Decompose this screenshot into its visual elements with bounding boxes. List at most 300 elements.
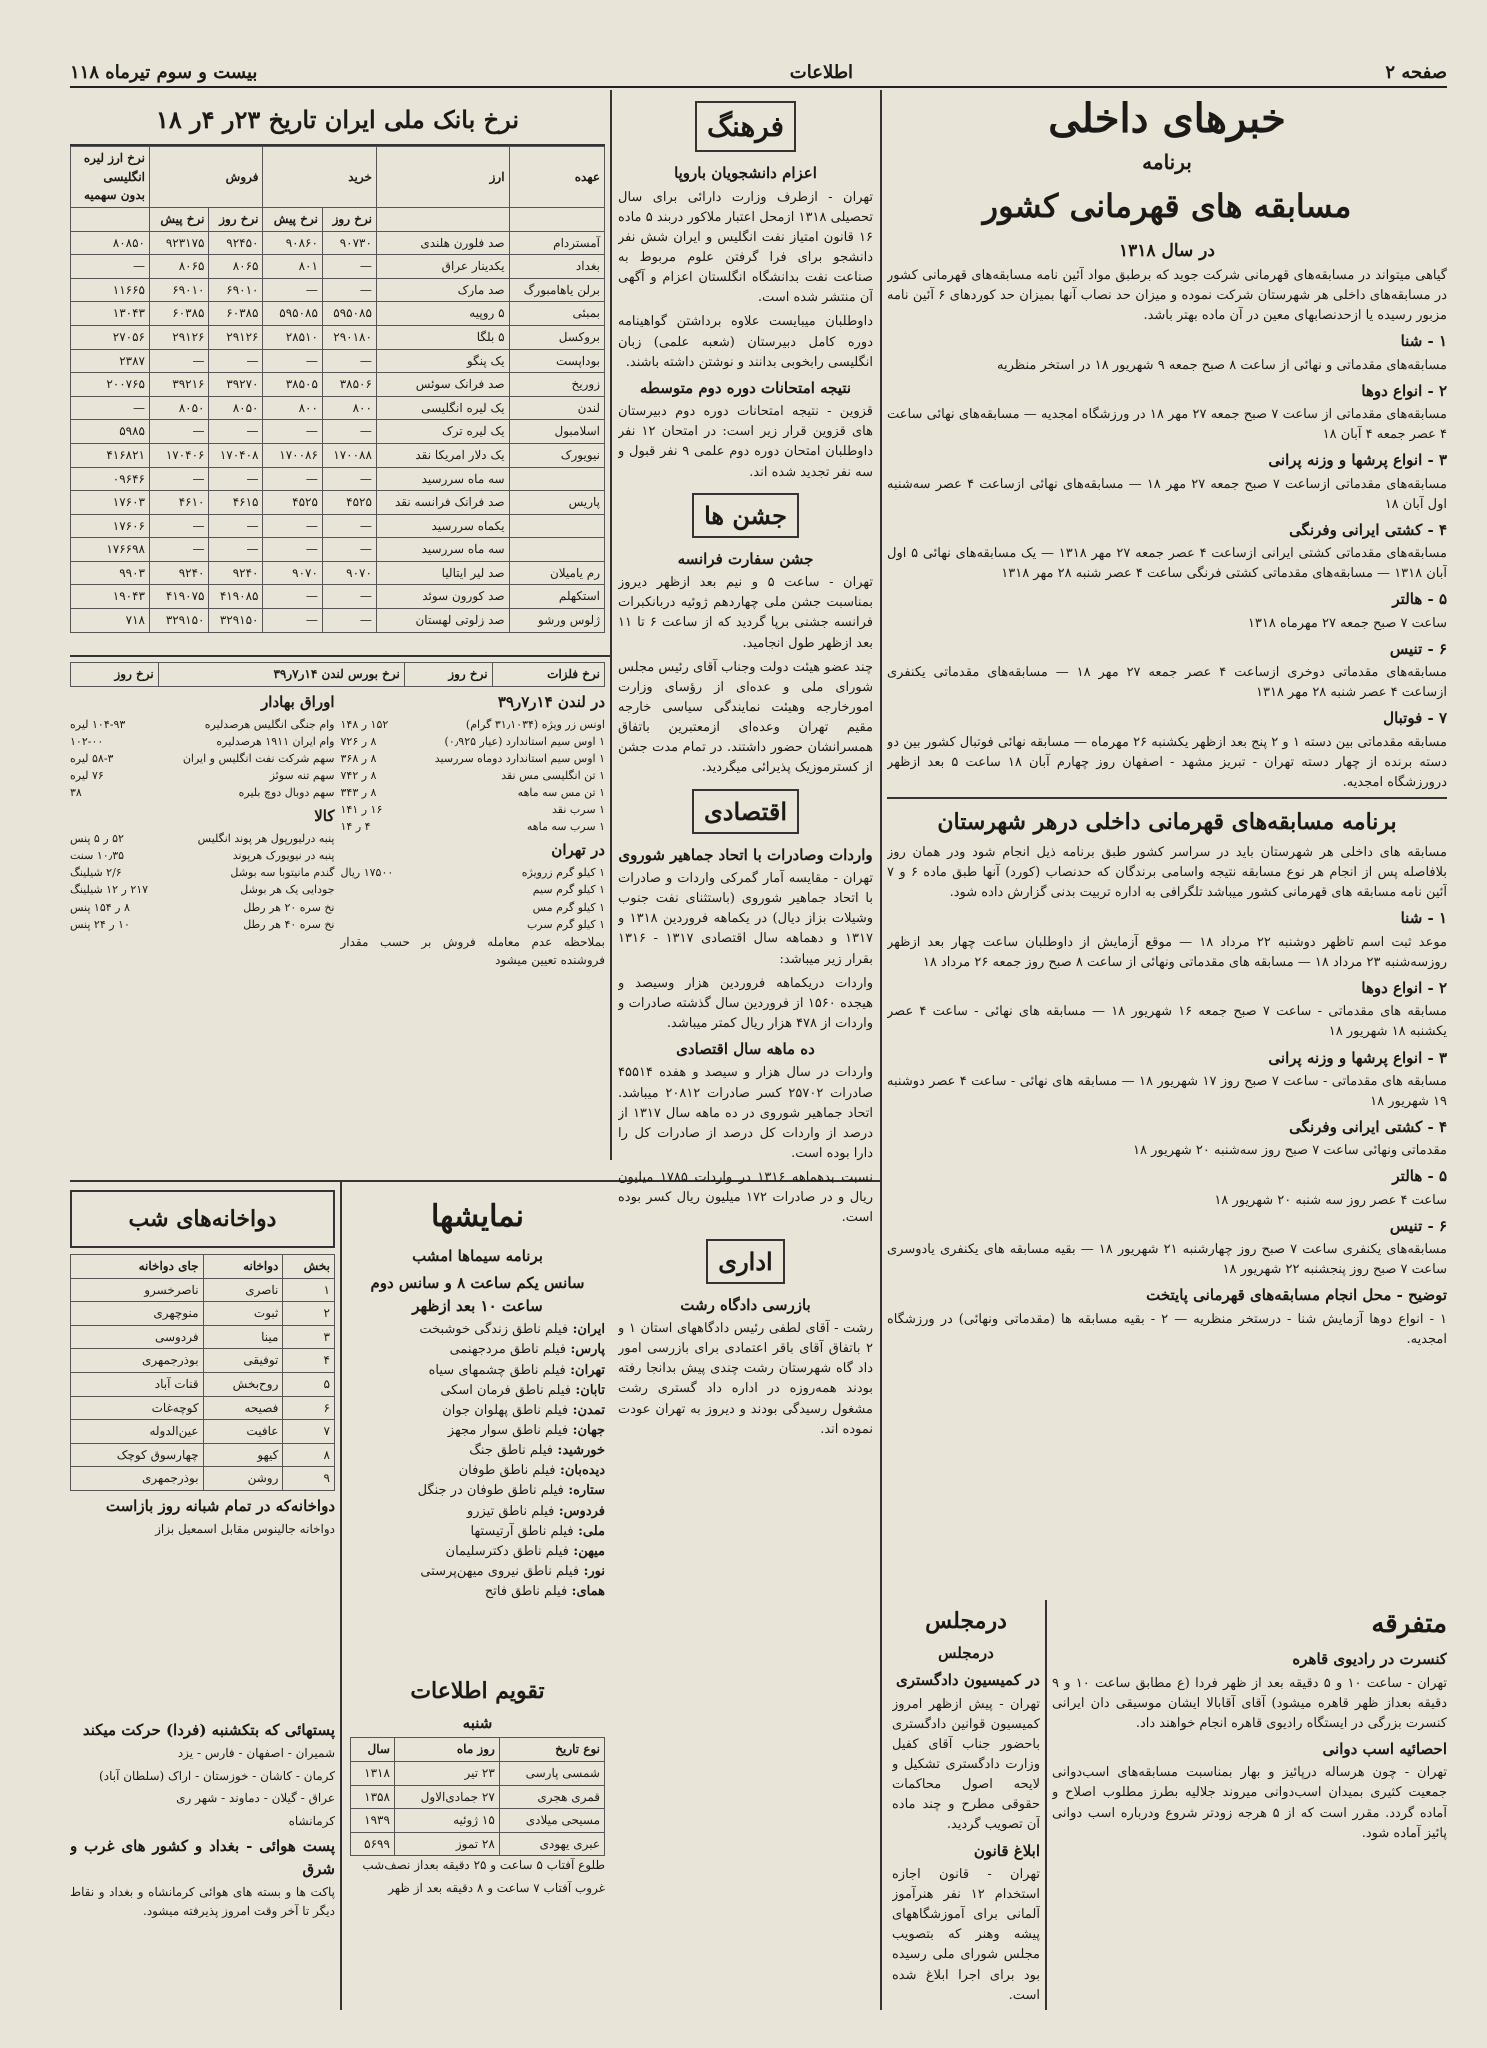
item-price: ۲۱۷ ر ۱۲ شیلینگ	[70, 883, 149, 897]
table-row	[71, 491, 605, 515]
table-cell: ۸۰۱	[263, 255, 322, 279]
table-cell: یک لیره ترک	[376, 420, 509, 444]
table-row	[71, 278, 605, 302]
table-cell: صد زلوتی لهستان	[376, 609, 509, 633]
pharmacy-note-2: دواخانه‌ جالینوس مقابل اسمعیل بزاز	[155, 1522, 335, 1537]
subheading: اعزام دانشجویان باروپا	[674, 164, 817, 183]
table-cell: —	[263, 538, 322, 562]
table-row	[71, 561, 605, 585]
table-cell: پاریس	[509, 491, 604, 515]
table-cell: یک دلار امریکا نقد	[376, 443, 509, 467]
cinema-name: همای:	[567, 1584, 605, 1600]
list-item	[341, 750, 606, 767]
table-cell: —	[263, 514, 322, 538]
table-cell: ۸۰۶۵	[209, 255, 263, 279]
table-cell: —	[209, 514, 263, 538]
table-cell: ۱۳۵۸	[351, 1785, 395, 1809]
table-cell: ۳۸۵۰۶	[322, 373, 376, 397]
section-title: جشن ها	[692, 493, 799, 538]
item-label: ۱ تن مس سه ماهه	[517, 786, 605, 800]
column-header: فروش	[150, 147, 263, 208]
film-title: فیلم ناطق جنگ	[469, 1443, 553, 1459]
list-item	[341, 784, 606, 801]
table-cell: ۱۷۰۰۸۸	[322, 443, 376, 467]
table-cell: ۱۷۰۴۰۸	[209, 443, 263, 467]
table-cell: ۲۹۱۲۶	[150, 325, 209, 349]
item-price: ۱۷۵۰۰ ریال	[340, 866, 394, 880]
table-row	[71, 1420, 335, 1444]
cinema-name: ستاره:	[563, 1483, 605, 1499]
cinema-name: ایران:	[568, 1322, 605, 1338]
table-row	[71, 1302, 335, 1326]
majlis-section	[892, 1600, 1040, 2010]
article-text: چند عضو هیئت دولت وجناب آقای رئیس مجلس شورای ملی و عده‌ای از رؤسای وزارت امورخارجه وهیئت نمایندگی سیاسی خارجه مقیم تهران وعده‌ای ازمعتبرین باتفاق همسرانشان حضور داشتند. در تمام مدت جشن از کسترموزیک پذیرائی میگردید.	[618, 659, 873, 776]
table-cell: بوذرجمهری	[71, 1349, 204, 1373]
table-cell: عافیت	[203, 1420, 283, 1444]
table-cell: ۲۰۰۷۶۵	[71, 373, 150, 397]
table-row	[351, 1785, 605, 1809]
table-cell: ۷	[283, 1420, 335, 1444]
table-cell: —	[209, 349, 263, 373]
intro-text-2: مسابقه های داخلی هر شهرستان باید در سراسر کشور طبق برنامه ذیل انجام شود ودر همان روز بلافاصله پس از انجام هر نوع مسابقه نتیجه واسامی برندگان که حدنصاب (کورد) آنها طبق ماده ۶ و ۷ آئین نامه مسابقه های قهرمانی کشور میباشد تلگرافی به اداره تربیت بدنی گزارش داده شود.	[887, 845, 1447, 901]
list-item	[341, 716, 606, 733]
headline-2: برنامه مسابقه‌های قهرمانی داخلی درهر شهرستان	[887, 797, 1447, 839]
article-text: تهران - چون هرساله درپائیز و بهار بمناسبت مسابقه‌های اسب‌دوانی جمعیت کثیری بمیدان اسب‌دوانی میروند جلالیه بطرز مطلوب اصلاح و آماده گردد. مقرر است که از ۵ هرجه زودتر شروع ودرباره اسب دوانی پائیز آماده شود.	[1052, 1765, 1447, 1841]
list-item	[350, 1522, 605, 1542]
table-cell: —	[150, 349, 209, 373]
table-cell: ۱	[283, 1278, 335, 1302]
table-cell: —	[322, 255, 376, 279]
list-item	[70, 864, 335, 881]
section-title: نمایشها	[431, 1199, 524, 1234]
list-item	[70, 767, 335, 784]
table-cell: چهارسوق کوچک	[71, 1443, 204, 1467]
table-cell: توفیقی	[203, 1349, 283, 1373]
item-price: ۸ ر ۷۲۶	[340, 734, 377, 748]
list-item	[70, 916, 335, 933]
item-price: ۱۰٫۳۵ سنت	[70, 849, 125, 863]
film-title: فیلم ناطق فرمان اسکی	[440, 1382, 571, 1398]
item-label: ۱ سرب سه ماهه	[526, 820, 605, 834]
list-item	[341, 864, 606, 881]
table-cell: ۱۷۰۰۸۶	[263, 443, 322, 467]
pharmacy-table: بخش دواخانه جای دواخانه ۱ ناصری ناصرخسرو ۲ ثبوت منوچهری ۳ مینا فردوسی ۴ توفیقی بوذرجمهری ۵ روح‌بخش قنات آباد ۶ فصیحه کوچه‌غات ۷ عافیت عین‌الدوله ۸ کیهو چهارسوق کوچک ۹ روشن بوذرجمهری	[70, 1254, 335, 1491]
article-text: تهران - ساعت ۱۰ و ۵ دقیقه بعد از ظهر فردا (ع مطابق ساعت ۱۰ و ۹ دقیقه بعداز ظهر قاهره میشود) آقای آقابالا ایشان موسیقی دان ایرانی کنسرت بزرگی در ایستگاه رادیوی قاهره انجام خواهند داد.	[1052, 1675, 1447, 1731]
table-cell: ۴۶۱۰	[150, 491, 209, 515]
item-label: سهم شرکت نفت انگلیس و ایران	[182, 751, 335, 765]
column-divider	[610, 90, 612, 1160]
table-cell: صد فلورن هلندی	[376, 231, 509, 255]
table-row	[71, 396, 605, 420]
table-cell: ۶۹۰۱۰	[209, 278, 263, 302]
article-text: تهران - قانون اجازه استخدام ۱۲ نفر هنرآموز آلمانی برای آموزشگاههای پیشه وهنر که بتصویب مجلس شورای ملی رسیده بود برای اجرا ابلاغ شده است.	[892, 1866, 1040, 2003]
subheading: درمجلس	[938, 1644, 994, 1663]
intro-text: گیاهی میتواند در مسابقه‌های قهرمانی شرکت جوید که برطبق مواد آئین نامه مسابقه‌های قهرمانی کشور در مسابقه‌های داخلی هر شهرستان شرکت نموده و میزان حد نصاب آنها بمیزان حد کوردهای ۶ آئین نامه مزبور رسیده یا ازحدنصابهای معین در آن ماده بهتر باشد.	[887, 267, 1447, 324]
table-cell: رم یامیلان	[509, 561, 604, 585]
metals-section	[70, 662, 605, 1172]
list-item	[350, 1421, 605, 1441]
weekday: شنبه	[462, 1714, 493, 1733]
rates-table: عهده ارز خرید فروش نرخ ارز لیره انگلیسی بدون سهمیه نرخ روز نرخ پیش نرخ روز نرخ پیش آمستردام صد فلورن هلندی ۹۰۷۳۰ ۹۰۸۶۰ ۹۲۴۵۰ ۹۲۳۱۷۵ ۸۰۸۵۰ بغداد یکدینار عراق — ۸۰۱ ۸۰۶۵ ۸۰۶۵ — برلن یاهامبورگ صد مارک — — ۶۹۰۱۰ ۶۹۰۱۰ ۱۱۶۶۵ بمبئی ۵ روپیه ۵۹۵۰۸۵ ۵۹۵۰۸۵ ۶۰۳۸۵ ۶۰۳۸۵ ۱۳۰۴۳ بروکسل ۵ بلگا ۲۹۰۱۸۰ ۲۸۵۱۰ ۲۹۱۲۶ ۲۹۱۲۶ ۲۷۰۵۶ بوداپست یک پنگو — — — — ۲۳۸۷ زوریخ صد فرانک سوئس ۳۸۵۰۶ ۳۸۵۰۵ ۳۹۲۷۰ ۳۹۲۱۶ ۲۰۰۷۶۵ لندن یک لیره انگلیسی ۸۰۰ ۸۰۰ ۸۰۵۰ ۸۰۵۰ — اسلامبول یک لیره ترک — — — — ۵۹۸۵ نیویورک یک دلار امریکا نقد ۱۷۰۰۸۸ ۱۷۰۰۸۶ ۱۷۰۴۰۸ ۱۷۰۴۰۶ ۴۱۶۸۲۱ سه ماه سررسید — — — — ۰۹۶۴۶ پاریس صد فرانک فرانسه نقد ۴۵۲۵ ۴۵۲۵ ۴۶۱۵ ۴۶۱۰ ۱۷۶۰۳ یکماه سررسید — — — — ۱۷۶۰۶ سه ماه سررسید — — — — ۱۷۶۶۹۸ رم یامیلان صد لیر ایتالیا ۹۰۷۰ ۹۰۷۰ ۹۲۴۰ ۹۲۴۰ ۹۹۰۳ استکهلم صد کورون سوئد — — ۴۱۹۰۸۵ ۴۱۹۰۷۵ ۱۹۰۴۳ ژلوس ورشو صد زلوتی لهستان — — ۳۲۹۱۵۰ ۳۲۹۱۵۰ ۷۱۸	[70, 146, 605, 632]
item-label: اونس زر ویژه (۳۱٫۱۰۳۴ گرام)	[465, 717, 605, 731]
list-item	[70, 881, 335, 898]
table-cell: ۲۳ تیر	[394, 1761, 499, 1785]
table-cell: یکماه سررسید	[376, 514, 509, 538]
item-price: ۱۰ ر ۲۴ پنس	[70, 917, 130, 931]
table-row	[351, 1761, 605, 1785]
table-cell: ۴	[283, 1349, 335, 1373]
list-item	[70, 847, 335, 864]
table-cell: ۱۱۶۶۵	[71, 278, 150, 302]
table-cell: ۹۲۳۱۷۵	[150, 231, 209, 255]
rates-body	[71, 231, 605, 632]
article-text: تهران - مقایسه آمار گمرکی واردات و صادرات با اتحاد جماهیر شوروی (باستثنای نفت جنوب وشیلات بزاز دیال) در یکماهه فروردین ۱۳۱۸ و ۱۳۱۷ و دهماهه سال اقتصادی ۱۳۱۷ - ۱۳۱۶ بقرار زیر میباشد:	[618, 871, 873, 967]
table-row	[71, 373, 605, 397]
table-cell: روشن	[203, 1467, 283, 1491]
table-cell: —	[71, 255, 150, 279]
list-item	[341, 767, 606, 784]
list-item	[70, 716, 335, 733]
table-cell: روح‌بخش	[203, 1373, 283, 1397]
table-cell: ۸۰۸۵۰	[71, 231, 150, 255]
table-cell: ۳۸۵۰۵	[263, 373, 322, 397]
item-label: ۱ کیلو گرم زرویژه	[521, 866, 605, 880]
list-item: ۱ - شنا مسابقه‌های مقدماتی و نهائی از ساعت ۸ صبح جمعه ۹ شهریور ۱۸ در استخر منظریه	[997, 332, 1447, 373]
list-item	[350, 1361, 605, 1381]
table-cell: ۱۷۶۰۶	[71, 514, 150, 538]
item-price: ۸ ر ۳۴۳	[340, 786, 377, 800]
item-label: ۱ اوس سیم استاندارد دوماه سررسید	[434, 751, 605, 765]
table-cell: یکدینار عراق	[376, 255, 509, 279]
item-label: ۱ اوس سیم استاندارد (عیار ۰٫۹۲۵)	[444, 734, 605, 748]
table-cell: نیویورک	[509, 443, 604, 467]
list-item: ۳ - انواع پرشها و وزنه پرانی مسابقه های مقدماتی - ساعت ۷ صبح روز ۱۷ شهریور ۱۸ — مسابقه های نهائی - ساعت ۴ عصر دوشنبه ۱۹ شهریور ۱۸	[887, 1048, 1447, 1109]
table-cell: یک پنگو	[376, 349, 509, 373]
column-divider	[340, 1180, 342, 2010]
table-cell: ۹	[283, 1467, 335, 1491]
table-cell: ناصری	[203, 1278, 283, 1302]
list-item	[70, 750, 335, 767]
subheading: در کمیسیون دادگستری	[896, 1671, 1040, 1690]
list-item: ۵ - هالتر ساعت ۴ عصر روز سه شنبه ۲۰ شهریور ۱۸	[1214, 1167, 1447, 1208]
article-text: تهران - ساعت ۵ و نیم بعد ازظهر دیروز بمناسبت جشن ملی چهاردهم ژوئیه دربانکبرات فرانسه جشنی برپا گردید که از ساعت ۶ تا ۱۱ بعد ازظهر طول انجامید.	[618, 575, 873, 651]
table-cell: ۵ روپیه	[376, 302, 509, 326]
article-text: نسبت بدهماهه ۱۳۱۶ در واردات ۱۷۸۵ میلیون ریال و در صادرات ۱۷۲ میلیون ریال کسر بوده است.	[618, 1170, 873, 1226]
table-row	[71, 514, 605, 538]
table-cell: —	[263, 278, 322, 302]
item-label: ۱ سرب نقد	[552, 803, 605, 817]
table-cell: ۲۸ تموز	[394, 1832, 499, 1856]
competition-list	[887, 330, 1447, 793]
article-text: تهران - ازطرف وزارت دارائی برای سال تحصیلی ۱۳۱۸ ازمحل اعتبار ملاکور دربند ۵ ماده ۱۶ قانون امتیاز نفت انگلیس و ایران شش نفر دانشجو برای فرا گرفتن علوم مربوط به صناعت نفت بدانشگاه انگلستان اعزام و آگهی آن منتشر شده است.	[618, 189, 873, 306]
table-row	[71, 1443, 335, 1467]
table-cell: مینا	[203, 1325, 283, 1349]
table-cell: لندن	[509, 396, 604, 420]
subheading: نتیجه امتحانات دوره دوم متوسطه	[639, 378, 852, 397]
item-price: ۱۰۴-۹۳ لیره	[70, 717, 126, 731]
subheading: احصائیه اسب دوانی	[1322, 1739, 1447, 1758]
table-cell: ۲۹۱۲۶	[209, 325, 263, 349]
section-title: فرهنگ	[695, 101, 796, 152]
section-title: خبرهای داخلی	[1048, 95, 1286, 142]
column-divider	[1045, 1600, 1047, 2010]
list-item: ۱ - شنا موعد ثبت اسم تاظهر دوشنبه ۲۲ مرداد ۱۸ — موقع آزمایش از داوطلبان ساعت چهار بعد ازظهر روزسه‌شنبه ۲۳ مرداد ۱۸ — مسابقه های مقدماتی ونهائی از ساعت ۸ صبح روز جمعه ۲۶ مرداد ۱۸	[887, 909, 1447, 970]
table-cell: صد لیر ایتالیا	[376, 561, 509, 585]
table-cell: ۵۶۹۹	[351, 1832, 395, 1856]
list-item: ۶ - تنیس مسابقه‌های مقدماتی دوخری ازساعت ۴ عصر جمعه ۲۷ مهر ۱۸ — مسابقه‌های مقدماتی یکنفری ازساعت ۴ عصر شنبه ۲۸ مهر ۱۳۱۸	[887, 639, 1447, 701]
table-row	[71, 420, 605, 444]
table-cell: ۲۹۰۱۸۰	[322, 325, 376, 349]
item-price: ۵۸-۳ لیره	[70, 751, 114, 765]
shows-section	[350, 1190, 605, 1660]
article-text: رشت - آقای لطفی رئیس دادگاههای استان ۱ و ۲ باتفاق آقای باقر اعتمادی برای بازرسی امور داد گاه شهرستان رشت چندی پیش بدانجا رفته بودند همه‌روزه در اداره داد گستری رشت مشغول رسیدگی بودند و دیروز به تهران عودت نموده اند.	[618, 1320, 873, 1437]
table-row	[71, 302, 605, 326]
table-cell: —	[209, 420, 263, 444]
table-cell: ۶۹۰۱۰	[150, 278, 209, 302]
table-cell: بوداپست	[509, 349, 604, 373]
article-text: قزوین - نتیجه امتحانات دوره دوم دبیرستان های قزوین قرار زیر است: در امتحان ۱۲ نفر داوطلبان امتحان دوره دوم علمی ۹ نفر قبول و سه نفر تجدید شده اند.	[618, 404, 873, 480]
table-cell: ۵۹۸۵	[71, 420, 150, 444]
item-price: ۱۵۲ ر ۱۴۸	[340, 717, 389, 731]
list-item: ۴ - کشتی ایرانی وفرنگی مسابقه‌های مقدماتی کشتی ایرانی ازساعت ۴ عصر جمعه ۲۷ مهر ۱۳۱۸ — یک مسابقه‌های نهائی ۵ اول آبان ۱۳۱۸ — مسابقه‌های مقدماتی کشتی فرنگی ساعت ۴ عصر شنبه ۲۸ مهر ۱۳۱۸	[887, 520, 1447, 582]
issue-date: بیست و سوم تیرماه ۱۱۸	[70, 61, 258, 83]
table-cell: —	[322, 609, 376, 633]
list-item	[341, 818, 606, 835]
section-title: اداری	[706, 1239, 784, 1284]
table-row	[71, 1349, 335, 1373]
film-title: فیلم ناطق تیزرو	[466, 1503, 555, 1519]
table-cell: —	[322, 538, 376, 562]
item-label: ۱ کیلو گرم مس	[532, 900, 605, 914]
table-row	[351, 1809, 605, 1833]
table-cell: ۳۲۹۱۵۰	[209, 609, 263, 633]
table-cell: برلن یاهامبورگ	[509, 278, 604, 302]
paper-name: اطلاعات	[789, 61, 854, 83]
table-cell: —	[322, 349, 376, 373]
list-item: ۴ - کشتی ایرانی وفرنگی مقدماتی ونهائی ساعت ۷ صبح روز سه‌شنبه ۲۰ شهریور ۱۸	[1133, 1118, 1447, 1159]
table-cell: —	[150, 514, 209, 538]
subheading: پست هوائی - بغداد و کشور های غرب و شرق	[70, 1836, 335, 1878]
item-price: ۱۶ ر ۱۴۱	[340, 803, 383, 817]
item-label: ۱ تن انگلیسی مس نقد	[501, 768, 605, 782]
article-text: تهران - پیش ازظهر امروز کمیسیون قوانین دادگستری باحضور جناب آقای کفیل وزارت دادگستری تشکیل و لایحه اصول محاکمات حقوقی مطرح و چند ماده آن تصویب گردید.	[892, 1696, 1040, 1833]
table-cell: ۹۲۴۰	[209, 561, 263, 585]
section-title: درمجلس	[925, 1608, 1007, 1634]
table-cell: —	[150, 420, 209, 444]
column-header: عهده	[509, 147, 604, 208]
film-title: فیلم ناطق طوفان	[458, 1463, 556, 1479]
table-cell: ثبوت	[203, 1302, 283, 1326]
table-cell: —	[322, 420, 376, 444]
table-cell: —	[322, 585, 376, 609]
list-item	[350, 1340, 605, 1360]
cinema-name: خورشید:	[553, 1443, 605, 1459]
list-item	[350, 1582, 605, 1602]
table-cell: —	[150, 538, 209, 562]
table-cell: ۵ بلگا	[376, 325, 509, 349]
item-label: وام ایران ۱۹۱۱ هرصدلیره	[216, 734, 335, 748]
table-cell: بغداد	[509, 255, 604, 279]
film-title: فیلم ناطق سوار مجهز	[447, 1422, 569, 1438]
list-item	[350, 1320, 605, 1340]
table-row	[71, 609, 605, 633]
list-item	[350, 1461, 605, 1481]
cinema-name: فردوس:	[554, 1503, 605, 1519]
table-cell: صد فرانک سوئس	[376, 373, 509, 397]
table-cell: ۸۰۵۰	[209, 396, 263, 420]
masthead	[70, 58, 1447, 88]
bonds-goods: اوراق بهادار وام جنگی انگلیس هرصدلیره ۱۰۴-۹۳ لیره وام ایران ۱۹۱۱ هرصدلیره ۱۰۲-۰۰ سهم شرکت نفت انگلیس و ایران ۵۸-۳ لیره سهم تنه سوئز ۷۶ لیره سهم دوبال دوچ بلیره ۳۸ کالا پنبه درلیورپول هر پوند انگلیس ۵۲ ر ۵ پنس پنبه در نیویورک هرپوند ۱۰٫۳۵ سنت گندم مانیتوبا سه بوشل ۲/۶ شیلینگ جودایی یک هر بوشل ۲۱۷ ر ۱۲ شیلینگ نخ سره ۲۰ هر رطل ۸ ر ۱۵۴ پنس نخ سره ۴۰ هر رطل ۱۰ ر ۲۴ پنس	[70, 687, 335, 974]
table-cell: یک لیره انگلیسی	[376, 396, 509, 420]
table-cell: ۰۹۶۴۶	[71, 467, 150, 491]
table-cell: ۴۱۹۰۷۵	[150, 585, 209, 609]
table-cell: ۲۸۵۱۰	[263, 325, 322, 349]
table-cell: ۳	[283, 1325, 335, 1349]
cinema-name: جهان:	[568, 1422, 605, 1438]
cinema-name: تهران:	[565, 1362, 605, 1378]
list-item: ۷ - فوتبال مسابقه مقدماتی بین دسته ۱ و ۲ پنج بعد ازظهر یکشنبه ۲۶ مهرماه — مسابقه نهائی فوتبال کشور بین دو دسته برنده از چهار دسته تهران - تبریز مشهد - اصفهان روز چهارم آبان ۱۸ ساعت ۵ بعد ازظهر درورزشگاه امجدیه.	[887, 709, 1447, 790]
table-cell: ۱۳۰۴۳	[71, 302, 150, 326]
table-cell: آمستردام	[509, 231, 604, 255]
table-cell: —	[322, 514, 376, 538]
table-cell: مسیحی میلادی	[499, 1809, 604, 1833]
table-row	[71, 585, 605, 609]
list-item	[350, 1502, 605, 1522]
table-cell: —	[263, 349, 322, 373]
list-item	[341, 733, 606, 750]
list-item	[350, 1441, 605, 1461]
table-cell: —	[150, 467, 209, 491]
year-line: در سال ۱۳۱۸	[1119, 240, 1215, 261]
list-item	[350, 1401, 605, 1421]
film-title: فیلم ناطق پهلوان جوان	[442, 1402, 569, 1418]
table-cell: عین‌الدوله	[71, 1420, 204, 1444]
table-cell: فصیحه	[203, 1396, 283, 1420]
table-cell: زوریخ	[509, 373, 604, 397]
table-cell: فردوسی	[71, 1325, 204, 1349]
list-item: ۳ - انواع پرشها و وزنه پرانی مسابقه‌های مقدماتی ازساعت ۷ صبح جمعه ۲۷ مهر ۱۸ — مسابقه‌های نهائی ازساعت ۴ عصر سه‌شنبه اول آبان ۱۸	[887, 451, 1447, 512]
list-item	[70, 830, 335, 847]
table-cell: —	[209, 467, 263, 491]
table-cell: ۴۶۱۵	[209, 491, 263, 515]
subheading: واردات وصادرات با اتحاد جماهیر شوروی	[618, 845, 873, 864]
film-title: فیلم ناطق طوفان در جنگل	[417, 1483, 564, 1499]
table-row	[71, 538, 605, 562]
table-cell: ۹۲۴۵۰	[209, 231, 263, 255]
item-label: سهم تنه سوئز	[269, 768, 335, 782]
table-row	[71, 1396, 335, 1420]
table-cell: ۸	[283, 1443, 335, 1467]
column-header: خرید	[263, 147, 376, 208]
table-cell: ۵۹۵۰۸۵	[263, 302, 322, 326]
london-metals: در لندن ۱۴ر۷ر۳۹ اونس زر ویژه (۳۱٫۱۰۳۴ گرام) ۱۵۲ ر ۱۴۸ ۱ اوس سیم استاندارد (عیار ۰٫۹۲۵) ۸ ر ۷۲۶ ۱ اوس سیم استاندارد دوماه سررسید ۸ ر ۳۶۸ ۱ تن انگلیسی مس نقد ۸ ر ۷۴۲ ۱ تن مس سه ماهه ۸ ر ۳۴۳ ۱ سرب نقد ۱۶ ر ۱۴۱ ۱ سرب سه ماهه ۴ ر ۱۴ در تهران ۱ کیلو گرم زرویژه ۱۷۵۰۰ ریال ۱ کیلو گرم سیم ۱ کیلو گرم مس ۱ کیلو گرم سرب بملاحظه عدم معامله فروش بر حسب مقدار فروشنده تعیین میشود	[340, 692, 605, 968]
table-cell: بوذرجمهری	[71, 1467, 204, 1491]
calendar-section	[350, 1670, 605, 2010]
film-title: فیلم ناطق نیروی میهن‌پرستی	[420, 1563, 580, 1579]
table-cell: ۳۹۲۱۶	[150, 373, 209, 397]
item-label: نخ سره ۴۰ هر رطل	[243, 917, 335, 931]
table-cell: ۶۰۳۸۵	[150, 302, 209, 326]
list-item: ۲ - انواع دوها مسابقه های مقدماتی - ساعت ۷ صبح جمعه ۱۶ شهریور ۱۸ — مسابقه های نهائی - ساعت ۴ عصر یکشنبه ۱۸ شهریور ۱۸	[887, 978, 1447, 1040]
list-item	[70, 784, 335, 801]
item-label: پنبه در نیویورک هرپوند	[232, 849, 335, 863]
film-title: فیلم ناطق چشمهای سیاه	[428, 1362, 566, 1378]
table-row	[71, 325, 605, 349]
table-cell: ۹۲۴۰	[150, 561, 209, 585]
film-title: فیلم ناطق زندگی خوشبخت	[419, 1322, 569, 1338]
table-row	[71, 255, 605, 279]
table-cell: منوچهری	[71, 1302, 204, 1326]
table-cell: ۸۰۶۵	[150, 255, 209, 279]
list-item	[350, 1542, 605, 1562]
table-row	[71, 349, 605, 373]
post-section: پستهائی که بتکشنبه (فردا) حرکت میکند شمیران - اصفهان - فارس - یزد کرمان - کاشان - خوزستان - اراک (سلطان آباد) عراق - گیلان - دماوند - شهر ری کرمانشاه پست هوائی - بغداد و کشور های غرب و شرق پاکت ها و بسته های هوائی کرمانشاه و بغداد و نقاط دیگر تا آخر وقت امروز پذیرفته میشود.	[70, 1715, 335, 2010]
column-header: نرخ ارز لیره انگلیسی بدون سهمیه	[71, 147, 150, 208]
table-cell: ۸۰۰	[263, 396, 322, 420]
item-price: ۸ ر ۱۵۴ پنس	[70, 900, 130, 914]
cinema-name: ملی:	[573, 1523, 605, 1539]
item-price: ۴ ر ۱۴	[340, 820, 371, 834]
table-cell: ۹۰۷۰	[322, 561, 376, 585]
table-cell: استکهلم	[509, 585, 604, 609]
film-title: فیلم ناطق فاتح	[484, 1584, 568, 1600]
item-price: ۵۲ ر ۵ پنس	[70, 832, 124, 846]
list-item	[341, 899, 606, 916]
table-cell: ۹۹۰۳	[71, 561, 150, 585]
table-cell: ۵	[283, 1373, 335, 1397]
cinema-name: دیده‌بان:	[555, 1463, 605, 1479]
subheading: سانس یکم ساعت ۸ و سانس دوم ساعت ۱۰ بعد ازظهر	[370, 1273, 585, 1315]
item-label: ۱ کیلو گرم سیم	[532, 883, 605, 897]
table-cell: ۸۰۰	[322, 396, 376, 420]
table-cell: —	[322, 467, 376, 491]
list-item: ۲ - انواع دوها مسابقه‌های مقدماتی از ساعت ۷ صبح جمعه ۲۷ مهر ۱۸ در ورزشگاه امجدیه — مسابقه‌های نهائی ساعت ۴ عصر جمعه ۴ آبان ۱۸	[887, 381, 1447, 443]
table-cell: ۱۵ ژوئیه	[394, 1809, 499, 1833]
table-cell: ۱۳۱۸	[351, 1761, 395, 1785]
table-cell: صد مارک	[376, 278, 509, 302]
column-header: ارز	[376, 147, 509, 208]
cinema-name: پارس:	[565, 1342, 605, 1358]
table-cell: ۱۷۰۴۰۶	[150, 443, 209, 467]
headline: مسابقه های قهرمانی کشور	[982, 187, 1352, 225]
sunrise: طلوع آفتاب ۵ ساعت و ۲۵ دقیقه بعداز نصف‌شب	[362, 1858, 605, 1873]
misc-section	[1052, 1600, 1447, 2010]
list-item	[70, 899, 335, 916]
table-cell: —	[322, 278, 376, 302]
list-item: ۵ - هالتر ساعت ۷ صبح جمعه ۲۷ مهرماه ۱۳۱۸	[1247, 590, 1447, 631]
table-cell: ۱۷۶۰۳	[71, 491, 150, 515]
pharmacy-section	[70, 1190, 335, 1710]
item-price: ۷۶ لیره	[70, 768, 104, 782]
list-item	[350, 1562, 605, 1582]
table-row	[71, 231, 605, 255]
cinema-name: تمدن:	[568, 1402, 605, 1418]
table-cell: ۴۵۲۵	[322, 491, 376, 515]
item-label: سهم دوبال دوچ بلیره	[238, 786, 335, 800]
item-label: گندم مانیتوبا سه بوشل	[230, 866, 335, 880]
cinema-list	[350, 1320, 605, 1602]
item-price: ۸ ر ۳۶۸	[340, 751, 377, 765]
table-title: نرخ بانک ملی ایران تاریخ ۲۳ر ۴ر ۱۸	[70, 95, 605, 146]
table-cell: قمری هجری	[499, 1785, 604, 1809]
table-cell: بمبئی	[509, 302, 604, 326]
article-text: واردات دریکماهه فروردین هزار وسیصد و هیجده ۱۵۶۰ از فروردین سال گذشته صادرات و واردات از ۴۷۸ هزار ریال کمتر میباشد.	[618, 975, 873, 1031]
program-label: برنامه	[1142, 150, 1192, 174]
table-row	[71, 1325, 335, 1349]
film-title: فیلم ناطق دکترسلیمان	[445, 1543, 569, 1559]
table-cell: ۱۹۳۹	[351, 1809, 395, 1833]
table-cell: قنات آباد	[71, 1373, 204, 1397]
